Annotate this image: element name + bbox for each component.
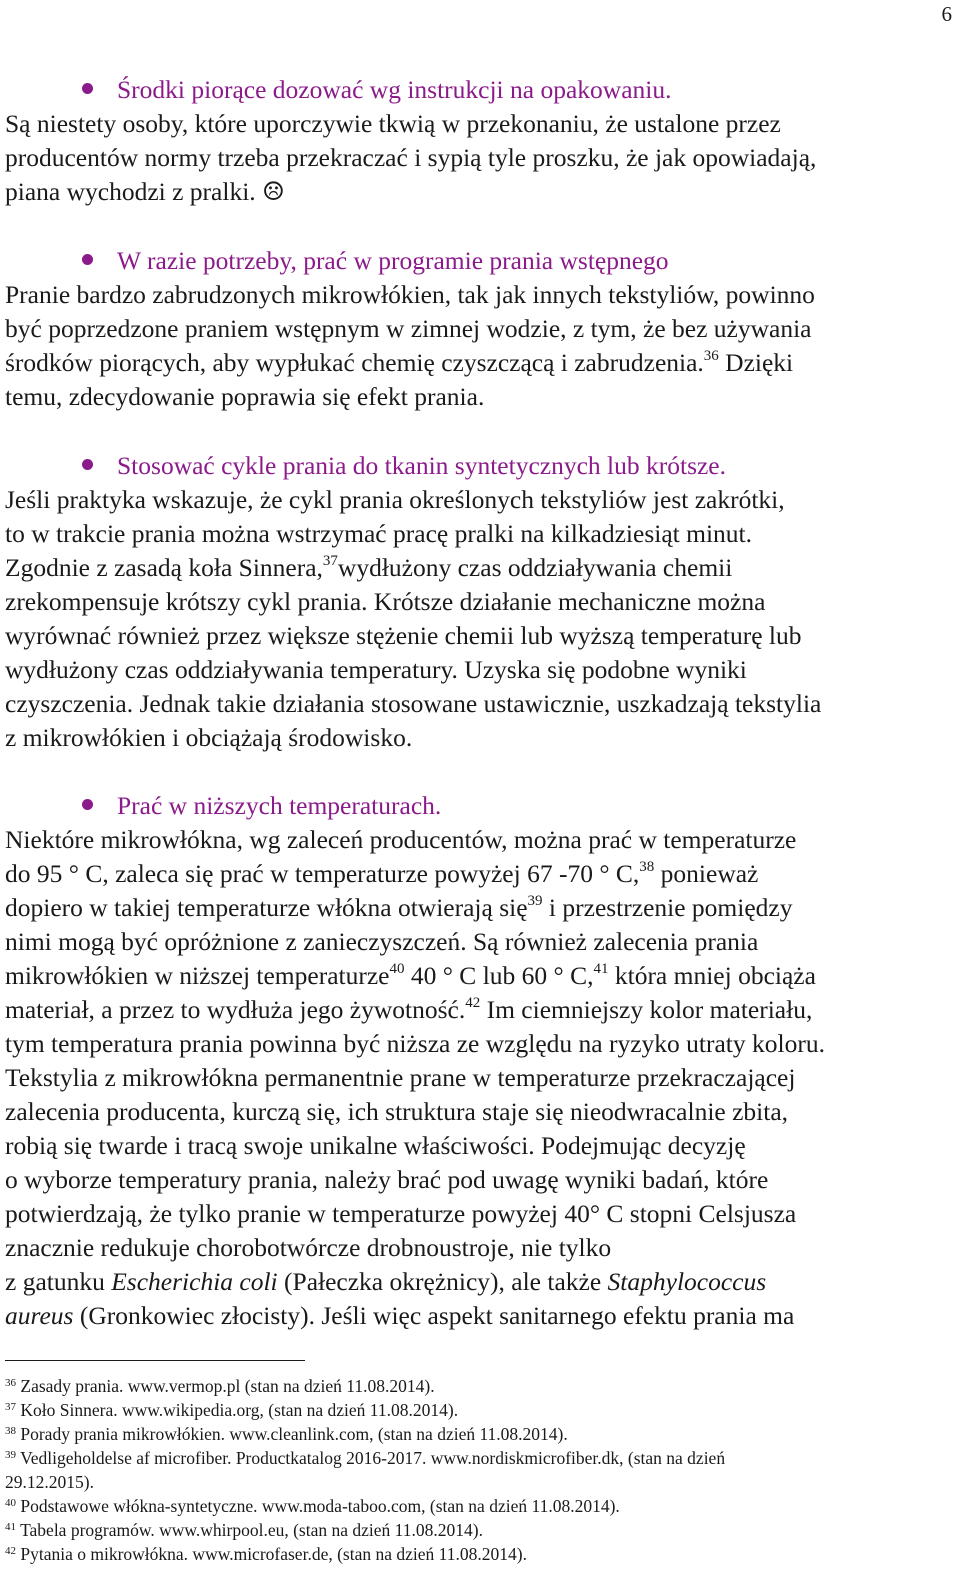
footnote-ref: 40 — [389, 961, 405, 977]
footnote: $^{39}$ Vedligeholdelse af microfiber. Productkatalog 2016-2017. www.nordiskmicrofiber.dk, (stan na dzień — [5, 1448, 726, 1468]
section-heading: Środki piorące dozować wg instrukcji na opakowaniu. — [117, 75, 672, 104]
footnote: $^{40}$ Podstawowe włókna-syntetyczne. www.moda-taboo.com, (stan na dzień 11.08.2014). — [5, 1496, 620, 1516]
bullet-icon — [82, 799, 93, 810]
bullet-icon — [82, 254, 93, 265]
paragraph-line: znacznie redukuje chorobotwórcze drobnoustroje, nie tylko — [5, 1233, 612, 1262]
paragraph-line: to w trakcie prania można wstrzymać pracę pralki na kilkadziesiąt minut. — [5, 519, 752, 548]
paragraph-line: do 95 ° C, zaleca się prać w temperaturze powyżej 67 -70 ° C,$^{38}$ ponieważ — [5, 859, 759, 888]
species-name: aureus — [5, 1301, 74, 1330]
paragraph-line: aureus (Gronkowiec złocisty). Jeśli więc aspekt sanitarnego efektu prania ma — [5, 1301, 795, 1330]
paragraph-line: materiał, a przez to wydłuża jego żywotność.$^{42}$ Im ciemniejszy kolor materiału, — [5, 995, 813, 1024]
species-name: Escherichia coli — [111, 1267, 278, 1296]
footnote-ref: 41 — [593, 961, 609, 977]
paragraph-line: piana wychodzi z pralki. ☹ — [5, 177, 285, 206]
footnote: $^{36}$ Zasady prania. www.vermop.pl (stan na dzień 11.08.2014). — [5, 1376, 435, 1396]
section-heading: W razie potrzeby, prać w programie prania wstępnego — [117, 246, 669, 275]
paragraph-line: Tekstylia z mikrowłókna permanentnie prane w temperaturze przekraczającej — [5, 1063, 796, 1092]
page-number: 6 — [941, 2, 952, 26]
paragraph-line: mikrowłókien w niższej temperaturze$^{40}$ 40 ° C lub 60 ° C,$^{41}$ która mniej obciąża — [5, 961, 816, 990]
paragraph-line: Niektóre mikrowłókna, wg zaleceń producentów, można prać w temperaturze — [5, 825, 797, 854]
footnote: $^{42}$ Pytania o mikrowłókna. www.microfaser.de, (stan na dzień 11.08.2014). — [5, 1544, 527, 1564]
footnote-separator — [5, 1360, 305, 1361]
paragraph-line: dopiero w takiej temperaturze włókna otwierają się$^{39}$ i przestrzenie pomiędzy — [5, 893, 793, 922]
paragraph-line: o wyborze temperatury prania, należy brać pod uwagę wyniki badań, które — [5, 1165, 769, 1194]
paragraph-line: być poprzedzone praniem wstępnym w zimnej wodzie, z tym, że bez używania — [5, 314, 812, 343]
footnote-ref: 37 — [322, 553, 338, 569]
paragraph-line: zrekompensuje krótszy cykl prania. Krótsze działanie mechaniczne można — [5, 587, 766, 616]
bullet-icon — [82, 83, 93, 94]
paragraph-line: Pranie bardzo zabrudzonych mikrowłókien, tak jak innych tekstyliów, powinno — [5, 280, 815, 309]
paragraph-line: środków piorących, aby wypłukać chemię czyszczącą i zabrudzenia.$^{36}$ Dzięki — [5, 348, 794, 377]
footnote-ref: 39 — [527, 893, 543, 909]
paragraph-line: potwierdzają, że tylko pranie w temperaturze powyżej 40° C stopni Celsjusza — [5, 1199, 797, 1228]
paragraph-line: z mikrowłókien i obciążają środowisko. — [5, 723, 413, 752]
paragraph-line: Są niestety osoby, które uporczywie tkwią w przekonaniu, że ustalone przez — [5, 109, 781, 138]
paragraph-line: wyrównać również przez większe stężenie chemii lub wyższą temperaturę lub — [5, 621, 802, 650]
paragraph-line: producentów normy trzeba przekraczać i sypią tyle proszku, że jak opowiadają, — [5, 143, 817, 172]
paragraph-line: Zgodnie z zasadą koła Sinnera,$^{37}$wydłużony czas oddziaływania chemii — [5, 553, 733, 582]
paragraph-line: zalecenia producenta, kurczą się, ich struktura staje się nieodwracalnie zbita, — [5, 1097, 789, 1126]
paragraph-line: robią się twarde i tracą swoje unikalne właściwości. Podejmując decyzję — [5, 1131, 746, 1160]
footnote-continuation: 29.12.2015). — [5, 1472, 94, 1492]
footnote: $^{41}$ Tabela programów. www.whirpool.eu, (stan na dzień 11.08.2014). — [5, 1520, 483, 1540]
paragraph-line: temu, zdecydowanie poprawia się efekt prania. — [5, 382, 485, 411]
paragraph-line: tym temperatura prania powinna być niższa ze względu na ryzyko utraty koloru. — [5, 1029, 825, 1058]
bullet-icon — [82, 459, 93, 470]
paragraph-line: wydłużony czas oddziaływania temperatury. Uzyska się podobne wyniki — [5, 655, 747, 684]
footnote-ref: 38 — [639, 859, 655, 875]
footnote: $^{37}$ Koło Sinnera. www.wikipedia.org, (stan na dzień 11.08.2014). — [5, 1400, 459, 1420]
footnote-ref: 42 — [465, 995, 481, 1011]
footnote: $^{38}$ Porady prania mikrowłókien. www.cleanlink.com, (stan na dzień 11.08.2014). — [5, 1424, 568, 1444]
species-name: Staphylococcus — [607, 1267, 767, 1296]
paragraph-line: z gatunku Escherichia coli (Pałeczka okrężnicy), ale także Staphylococcus — [5, 1267, 767, 1296]
section-heading: Stosować cykle prania do tkanin syntetycznych lub krótsze. — [117, 451, 726, 480]
paragraph-line: nimi mogą być opróżnione z zanieczyszczeń. Są również zalecenia prania — [5, 927, 759, 956]
paragraph-line: czyszczenia. Jednak takie działania stosowane ustawicznie, uszkadzają tekstylia — [5, 689, 822, 718]
paragraph-line: Jeśli praktyka wskazuje, że cykl prania określonych tekstyliów jest zakrótki, — [5, 485, 785, 514]
footnote-ref: 36 — [703, 348, 719, 364]
section-heading: Prać w niższych temperaturach. — [117, 791, 442, 820]
